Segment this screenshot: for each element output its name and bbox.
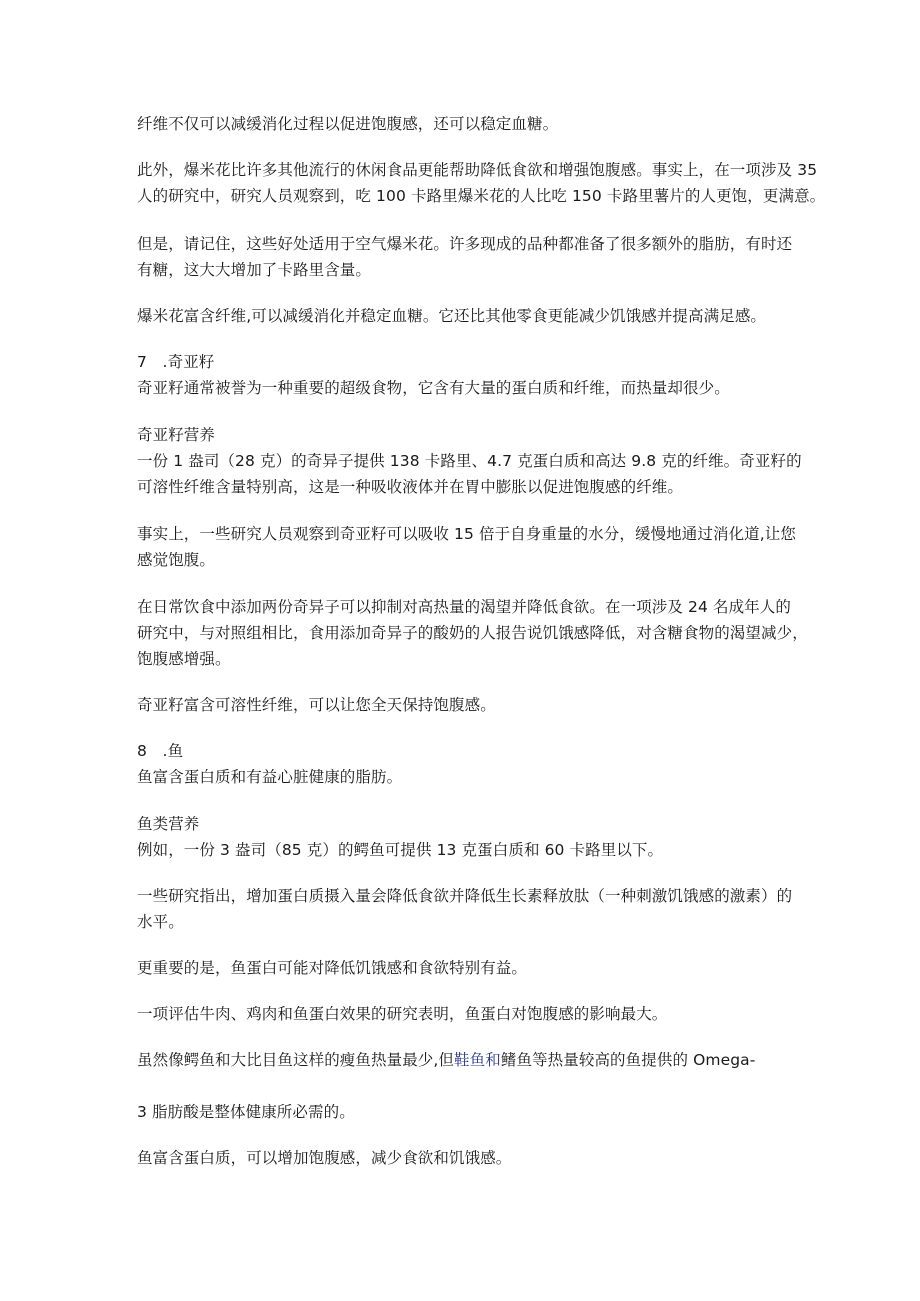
paragraph-chia-study-line1: 在日常饮食中添加两份奇异子可以抑制对高热量的渴望并降低食欲。在一项涉及 24 名成年人的 — [137, 598, 791, 616]
paragraph-air-popcorn-line1: 但是，请记住，这些好处适用于空气爆米花。许多现成的品种都准备了很多额外的脂肪，有时还 — [137, 235, 793, 253]
paragraph-fish-intro: 鱼富含蛋白质和有益心脏健康的脂肪。 — [137, 768, 403, 786]
paragraph-chia-intro: 奇亚籽通常被誉为一种重要的超级食物，它含有大量的蛋白质和纤维，而热量却很少。 — [137, 379, 730, 397]
paragraph-fiber: 纤维不仅可以减缓消化过程以促进饱腹感，还可以稳定血糖。 — [137, 115, 559, 133]
paragraph-popcorn-study-line2: 人的研究中，研究人员观察到，吃 100 卡路里爆米花的人比吃 150 卡路里薯片的人更饱，更满意。 — [137, 187, 826, 205]
paragraph-chia-absorb-line2: 感觉饱腹。 — [137, 551, 216, 569]
paragraph-chia-absorb-line1: 事实上，一些研究人员观察到奇亚籽可以吸收 15 倍于自身重量的水分，缓慢地通过消化道,让您 — [137, 525, 797, 543]
paragraph-chia-nutrition-line2: 可溶性纤维含量特别高，这是一种吸收液体并在胃中膨胀以促进饱腹感的纤维。 — [137, 478, 684, 496]
paragraph-popcorn-study-line1: 此外，爆米花比许多其他流行的休闲食品更能帮助降低食欲和增强饱腹感。事实上，在一项涉及 35 — [137, 161, 818, 179]
paragraph-lean-fish — [137, 1047, 755, 1073]
paragraph-omega3: 3 脂肪酸是整体健康所必需的。 — [137, 1103, 355, 1121]
paragraph-popcorn-summary: 爆米花富含纤维,可以减缓消化并稳定血糖。它还比其他零食更能减少饥饿感并提高满足感。 — [137, 307, 767, 325]
paragraph-fish-nutrition: 例如，一份 3 盎司（85 克）的鳄鱼可提供 13 克蛋白质和 60 卡路里以下。 — [137, 841, 664, 859]
paragraph-fish-protein-study: 一项评估牛肉、鸡肉和鱼蛋白效果的研究表明，鱼蛋白对饱腹感的影响最大。 — [137, 1005, 668, 1023]
paragraph-chia-summary: 奇亚籽富含可溶性纤维，可以让您全天保持饱腹感。 — [137, 696, 496, 714]
highlighted-fish-link[interactable]: 鞋鱼和 — [454, 1051, 501, 1069]
paragraph-air-popcorn-line2: 有糖，这大大增加了卡路里含量。 — [137, 261, 372, 279]
paragraph-protein-study-line1: 一些研究指出，增加蛋白质摄入量会降低食欲并降低生长素释放肽（一种刺激饥饿感的激素）的 — [137, 887, 793, 905]
section-heading-chia: 7 .奇亚籽 — [137, 353, 215, 371]
subheading-chia-nutrition: 奇亚籽营养 — [137, 426, 216, 444]
paragraph-fish-protein-benefit: 更重要的是，鱼蛋白可能对降低饥饿感和食欲特别有益。 — [137, 959, 528, 977]
paragraph-chia-study-line3: 饱腹感增强。 — [137, 650, 231, 668]
paragraph-protein-study-line2: 水平。 — [137, 913, 184, 931]
paragraph-chia-nutrition-line1: 一份 1 盎司（28 克）的奇异子提供 138 卡路里、4.7 克蛋白质和高达 9.8 克的纤维。奇亚籽的 — [137, 452, 802, 470]
section-heading-fish: 8 .鱼 — [137, 742, 184, 760]
subheading-fish-nutrition: 鱼类营养 — [137, 815, 200, 833]
lean-fish-text-start: 虽然像鳄鱼和大比目鱼这样的瘦鱼热量最少,但 — [137, 1051, 455, 1069]
lean-fish-text-end: 鳍鱼等热量较高的鱼提供的 Omega- — [500, 1051, 756, 1069]
paragraph-fish-summary: 鱼富含蛋白质，可以增加饱腹感，减少食欲和饥饿感。 — [137, 1149, 512, 1167]
paragraph-chia-study-line2: 研究中，与对照组相比，食用添加奇异子的酸奶的人报告说饥饿感降低，对含糖食物的渴望减少， — [137, 624, 808, 642]
